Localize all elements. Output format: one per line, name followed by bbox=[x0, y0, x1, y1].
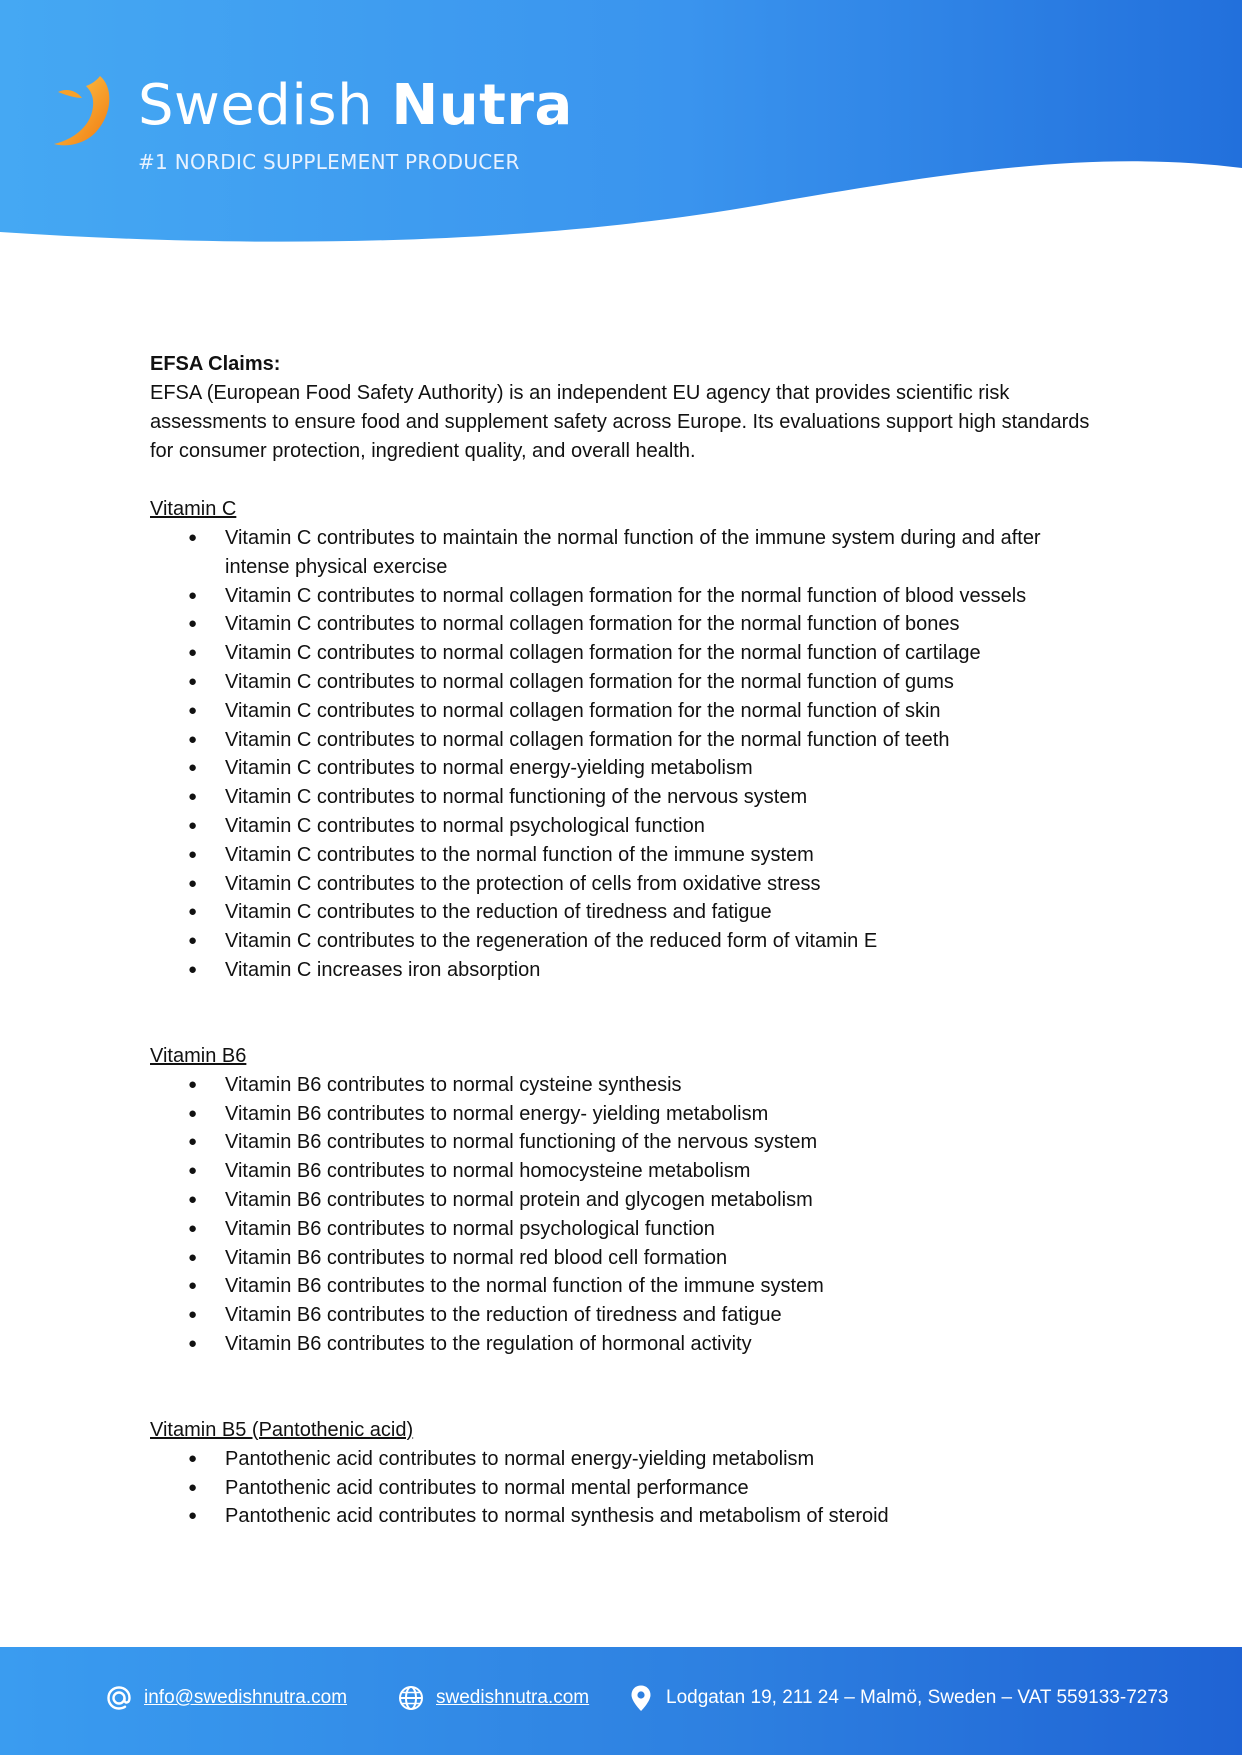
list-item: ● Pantothenic acid contributes to normal synthesis and metabolism of steroid bbox=[150, 1502, 1065, 1531]
page-footer bbox=[0, 1647, 1242, 1755]
claims-list bbox=[150, 1071, 1100, 1359]
section-title: Vitamin B5 (Pantothenic acid) bbox=[150, 1418, 414, 1441]
list-item: ● Vitamin C contributes to the normal function of the immune system bbox=[150, 841, 1065, 870]
list-item: ● Vitamin B6 contributes to normal red blood cell formation bbox=[150, 1244, 1065, 1273]
list-item: ● Vitamin C contributes to the protection of cells from oxidative stress bbox=[150, 870, 1065, 899]
address-text: Lodgatan 19, 211 24 – Malmö, Sweden – VAT 559133-7273 bbox=[666, 1687, 1169, 1708]
section-title: Vitamin C bbox=[150, 498, 237, 520]
list-item: ● Vitamin C contributes to normal collagen formation for the normal function of bones bbox=[150, 610, 1065, 639]
brand-name-light: Swedish bbox=[138, 73, 374, 138]
location-pin-icon bbox=[626, 1683, 656, 1713]
page-header bbox=[0, 0, 1242, 250]
list-item: ● Vitamin B6 contributes to normal homocysteine metabolism bbox=[150, 1157, 1065, 1186]
list-item: ● Vitamin C contributes to normal energy-yielding metabolism bbox=[150, 754, 1065, 783]
section-vitamin-b6 bbox=[150, 1042, 1100, 1359]
footer-website bbox=[396, 1683, 589, 1713]
section-title: Vitamin B6 bbox=[150, 1044, 247, 1067]
footer-email bbox=[104, 1683, 347, 1713]
list-item: ● Vitamin C contributes to maintain the normal function of the immune system during and after intense physical exercise bbox=[150, 524, 1065, 582]
brand-name-bold: Nutra bbox=[391, 73, 573, 138]
list-item: ● Vitamin B6 contributes to normal protein and glycogen metabolism bbox=[150, 1186, 1065, 1215]
intro-paragraph: EFSA (European Food Safety Authority) is an independent EU agency that provides scientific risk assessments to ensure food and supplement safety across Europe. Its evaluations support high standards for consumer protection, ingredient quality, and overall health. bbox=[150, 382, 1090, 462]
section-vitamin-b5 bbox=[150, 1416, 1100, 1531]
intro-heading: EFSA Claims: bbox=[150, 353, 281, 375]
list-item: ● Vitamin B6 contributes to normal energy- yielding metabolism bbox=[150, 1100, 1065, 1129]
list-item: ● Pantothenic acid contributes to normal energy-yielding metabolism bbox=[150, 1445, 1065, 1474]
list-item: ● Vitamin B6 contributes to normal psychological function bbox=[150, 1215, 1065, 1244]
brand-name bbox=[138, 73, 573, 138]
website-link[interactable]: swedishnutra.com bbox=[436, 1687, 590, 1708]
list-item: ● Vitamin C contributes to the regeneration of the reduced form of vitamin E bbox=[150, 927, 1065, 956]
claims-list bbox=[150, 524, 1100, 985]
brand-logo-icon bbox=[52, 74, 114, 148]
brand-tagline: #1 NORDIC SUPPLEMENT PRODUCER bbox=[138, 150, 520, 174]
list-item: ● Vitamin C contributes to normal collagen formation for the normal function of gums bbox=[150, 668, 1065, 697]
list-item: ● Vitamin C contributes to normal collagen formation for the normal function of cartilage bbox=[150, 639, 1065, 668]
document-body bbox=[150, 350, 1100, 1531]
section-vitamin-c bbox=[150, 495, 1100, 985]
list-item: ● Pantothenic acid contributes to normal mental performance bbox=[150, 1474, 1065, 1503]
list-item: ● Vitamin C contributes to normal collagen formation for the normal function of teeth bbox=[150, 726, 1065, 755]
footer-address bbox=[626, 1683, 1168, 1713]
list-item: ● Vitamin B6 contributes to normal cysteine synthesis bbox=[150, 1071, 1065, 1100]
list-item: ● Vitamin C contributes to normal collagen formation for the normal function of blood vessels bbox=[150, 582, 1065, 611]
list-item: ● Vitamin B6 contributes to the normal function of the immune system bbox=[150, 1272, 1065, 1301]
list-item: ● Vitamin C increases iron absorption bbox=[150, 956, 1065, 985]
claims-list bbox=[150, 1445, 1100, 1531]
list-item: ● Vitamin B6 contributes to the reduction of tiredness and fatigue bbox=[150, 1301, 1065, 1330]
list-item: ● Vitamin B6 contributes to the regulation of hormonal activity bbox=[150, 1330, 1065, 1359]
list-item: ● Vitamin C contributes to normal collagen formation for the normal function of skin bbox=[150, 697, 1065, 726]
list-item: ● Vitamin C contributes to the reduction of tiredness and fatigue bbox=[150, 898, 1065, 927]
list-item: ● Vitamin C contributes to normal psychological function bbox=[150, 812, 1065, 841]
email-link[interactable]: info@swedishnutra.com bbox=[144, 1687, 348, 1708]
list-item: ● Vitamin B6 contributes to normal functioning of the nervous system bbox=[150, 1128, 1065, 1157]
at-sign-icon bbox=[104, 1683, 134, 1713]
list-item: ● Vitamin C contributes to normal functioning of the nervous system bbox=[150, 783, 1065, 812]
globe-icon bbox=[396, 1683, 426, 1713]
